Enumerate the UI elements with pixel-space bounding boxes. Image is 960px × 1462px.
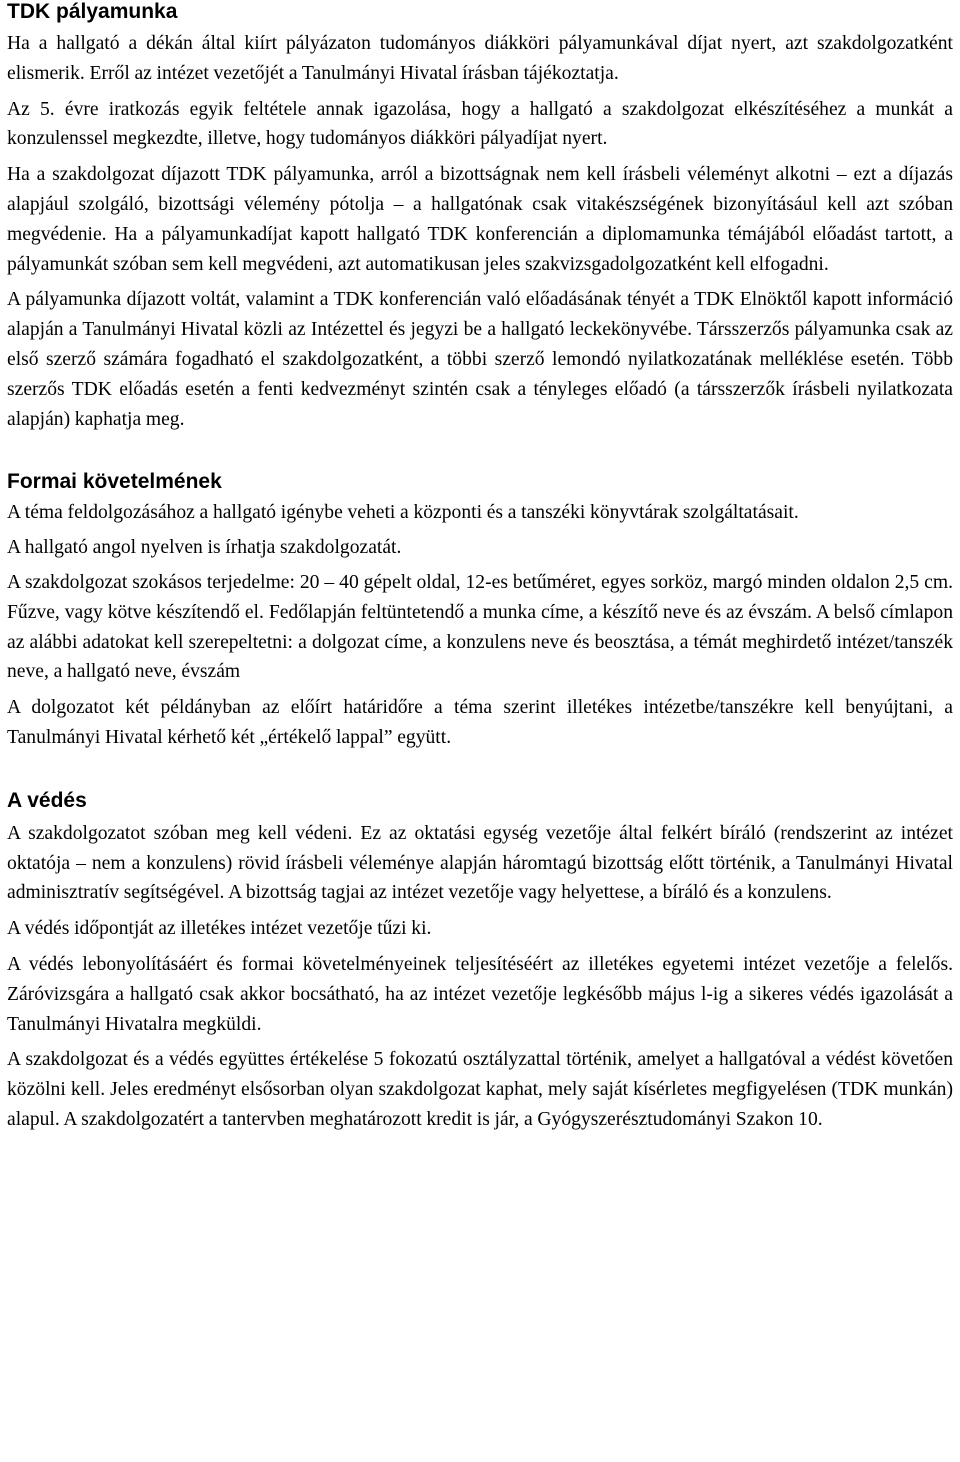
- paragraph: A szakdolgozatot szóban meg kell védeni. Ez az oktatási egység vezetője által felkért bíráló (rendszerint az intézet oktatója – nem a konzulens) rövid írásbeli véleménye alapján háromtagú bizottság előtt történik, a Tanulmányi Hivatal adminisztratív segítségével. A bizottság tagjai az intézet vezetője vagy helyettese, a bíráló és a konzulens.: [7, 822, 953, 904]
- paragraph: A hallgató angol nyelven is írhatja szakdolgozatát.: [7, 537, 402, 559]
- paragraph: A pályamunka díjazott voltát, valamint a TDK konferencián való előadásának tényét a TDK Elnöktől kapott információ alapján a Tanulmányi Hivatal közli az Intézettel és jegyzi be a hallgató leckekönyvébe. Társszerzős pályamunka csak az első szerző számára fogadható el szakdolgozatként, a többi szerző lemondó nyilatkozatának melléklése esetén. Több szerzős TDK előadás esetén a fenti kedvezményt szintén csak a tényleges előadó (a társszerzők írásbeli nyilatkozata alapján) kaphatja meg.: [7, 289, 953, 430]
- paragraph: A védés időpontját az illetékes intézet vezetője tűzi ki.: [7, 918, 432, 940]
- paragraph: A szakdolgozat és a védés együttes értékelése 5 fokozatú osztályzattal történik, amelyet a hallgatóval a védést követően közölni kell. Jeles eredményt elsősorban olyan szakdolgozat kaphat, mely saját kísérletes megfigyelésen (TDK munkán) alapul. A szakdolgozatért a tantervben meghatározott kredit is jár, a Gyógyszerésztudományi Szakon 10.: [7, 1049, 953, 1130]
- paragraph: Ha a hallgató a dékán által kiírt pályázaton tudományos diákköri pályamunkával díjat nyert, azt szakdolgozatként elismerik. Erről az intézet vezetőjét a Tanulmányi Hivatal írásban tájékoztatja.: [7, 33, 953, 84]
- section-a-vedes: [7, 789, 953, 1135]
- document-page: [7, 0, 953, 1135]
- paragraph: A téma feldolgozásához a hallgató igénybe veheti a központi és a tanszéki könyvtárak szolgáltatásait.: [7, 502, 799, 524]
- section-heading: Formai követelmének: [7, 470, 222, 494]
- paragraph: Ha a szakdolgozat díjazott TDK pályamunka, arról a bizottságnak nem kell írásbeli véleményt alkotni – ezt a díjazás alapjául szolgáló, bizottsági vélemény pótolja – a hallgatónak csak vitakészségének bizonyításául kell azt szóban megvédenie. Ha a pályamunkadíjat kapott hallgató TDK konferencián a diplomamunka témájából előadást tartott, a pályamunkát szóban sem kell megvédeni, azt automatikusan jeles szakvizsgadolgozatként kell elfogadni.: [7, 164, 953, 275]
- section-formai-kovetelmenyek: [7, 470, 953, 752]
- section-heading: TDK pályamunka: [7, 0, 178, 23]
- paragraph: A szakdolgozat szokásos terjedelme: 20 – 40 gépelt oldal, 12-es betűméret, egyes sorköz, margó minden oldalon 2,5 cm. Fűzve, vagy kötve készítendő el. Fedőlapján feltüntetendő a munka címe, a készítő neve és az évszám. A belső címlapon az alábbi adatokat kell szerepeltetni: a dolgozat címe, a konzulens neve és beosztása, a témát meghirdető intézet/tanszék neve, a hallgató neve, évszám: [7, 571, 953, 683]
- section-tdk-palyamunka: [7, 0, 953, 434]
- section-heading: A védés: [7, 788, 87, 812]
- paragraph: Az 5. évre iratkozás egyik feltétele annak igazolása, hogy a hallgató a szakdolgozat elkészítéséhez a munkát a konzulenssel megkezdte, illetve, hogy tudományos diákköri pályadíjat nyert.: [7, 98, 953, 150]
- paragraph: A védés lebonyolításáért és formai követelményeinek teljesítéséért az illetékes egyetemi intézet vezetője a felelős. Záróvizsgára a hallgató csak akkor bocsátható, ha az intézet vezetője legkésőbb május l-ig a sikeres védés igazolását a Tanulmányi Hivatalra megküldi.: [7, 953, 953, 1035]
- paragraph: A dolgozatot két példányban az előírt határidőre a téma szerint illetékes intézetbe/tanszékre kell benyújtani, a Tanulmányi Hivatal kérhető két „értékelő lappal” együtt.: [7, 697, 953, 748]
